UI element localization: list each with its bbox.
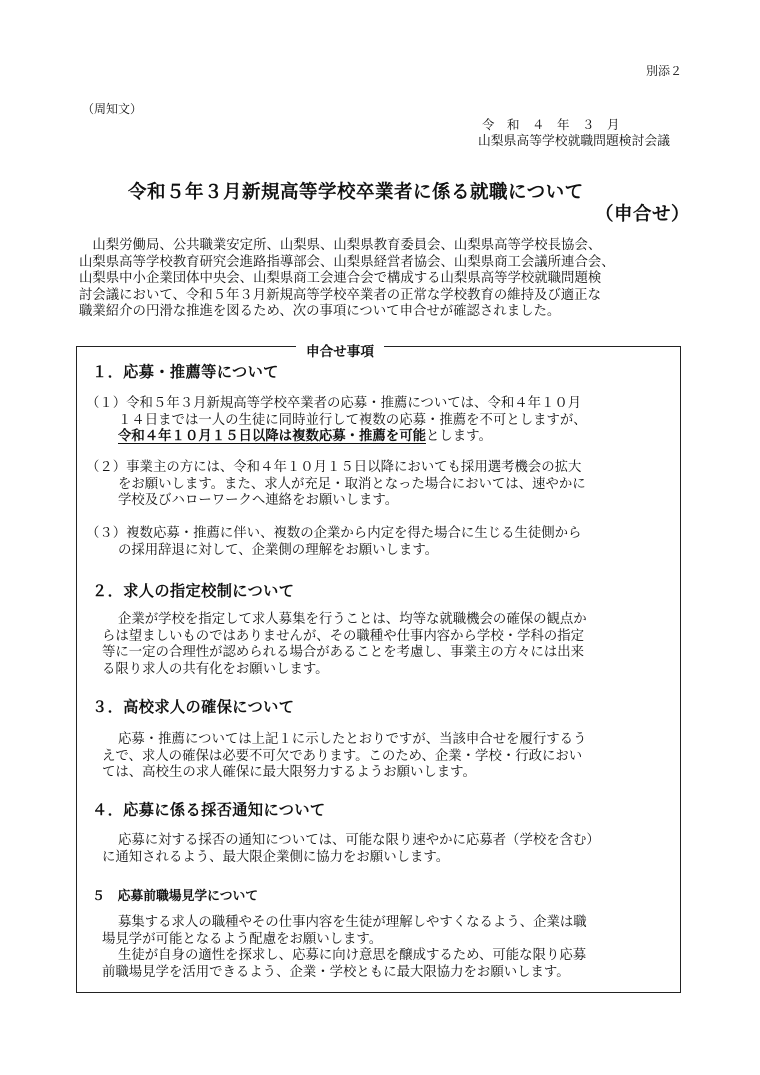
body-line: らは望ましいものではありませんが、その職種や仕事内容から学校・学科の指定 bbox=[102, 628, 585, 644]
body-line: 等に一定の合理性が認められる場合があることを考慮し、事業主の方々には出来 bbox=[102, 645, 585, 660]
item-line: （１）令和５年３月新規高等学校卒業者の応募・推薦については、令和４年１０月 bbox=[86, 396, 582, 411]
item-line bbox=[86, 429, 587, 446]
intro-line: 山梨労働局、公共職業安定所、山梨県、山梨県教育委員会、山梨県高等学校長協会、 bbox=[79, 238, 602, 253]
section-5-body bbox=[86, 915, 587, 981]
intro-line: 職業紹介の円滑な推進を図るため、次の事項について申合せが確認されました。 bbox=[79, 304, 561, 319]
item-line: の採用辞退に対して、企業側の理解をお願いします。 bbox=[118, 542, 439, 558]
section-3-body bbox=[86, 732, 586, 782]
item-line: （２）事業主の方には、令和４年１０月１５日以降においても採用選考機会の拡大 bbox=[86, 460, 582, 475]
section-1-item-3 bbox=[86, 526, 581, 559]
intro-line: 山梨県高等学校教育研究会進路指導部会、山梨県経営者協会、山梨県商工会議所連合会、 bbox=[79, 254, 615, 270]
body-line: る限り求人の共有化をお願いします。 bbox=[102, 661, 329, 677]
attachment-label: 別添２ bbox=[646, 64, 683, 78]
section-3-heading: ３．高校求人の確保について bbox=[92, 698, 295, 716]
item-line: （３）複数応募・推薦に伴い、複数の企業から内定を得た場合に生じる生徒側から bbox=[86, 526, 582, 541]
section-5-heading: ５ 応募前職場見学について bbox=[92, 889, 259, 904]
item-line-tail: とします。 bbox=[425, 429, 492, 444]
document-subtitle: （申合せ） bbox=[595, 204, 691, 225]
intro-paragraph bbox=[79, 238, 615, 321]
body-line: 生徒が自身の適性を探求し、応募に向け意思を醸成するため、可能な限り応募 bbox=[118, 948, 587, 963]
body-line: ては、高校生の求人確保に最大限努力するようお願いします。 bbox=[102, 765, 476, 780]
section-2-body bbox=[86, 612, 587, 678]
body-line: に通知されるよう、最大限企業側に協力をお願いします。 bbox=[102, 849, 450, 865]
body-line: 応募・推薦については上記１に示したとおりですが、当該申合せを履行するう bbox=[118, 732, 587, 747]
body-line: 場見学が可能となるよう配慮をお願いします。 bbox=[102, 931, 383, 947]
item-line: 学校及びハローワークへ連絡をお願いします。 bbox=[118, 493, 399, 508]
body-line: 前職場見学を活用できるよう、企業・学校ともに最大限協力をお願いします。 bbox=[102, 964, 570, 980]
section-1-heading: １．応募・推薦等について bbox=[92, 363, 279, 381]
section-1-item-2 bbox=[86, 460, 586, 510]
agreement-box-title: 申合せ事項 bbox=[296, 340, 384, 360]
body-line: 企業が学校を指定して求人募集を行うことは、均等な就職機会の確保の観点か bbox=[118, 612, 587, 627]
issue-date: 令 和 ４ 年 ３ 月 bbox=[482, 117, 620, 132]
item-line: をお願いします。また、求人が充足・取消となった場合においては、速やかに bbox=[118, 476, 586, 492]
body-line: 応募に対する採否の通知については、可能な限り速やかに応募者（学校を含む） bbox=[118, 833, 600, 848]
intro-line: 山梨県中小企業団体中央会、山梨県商工会連合会で構成する山梨県高等学校就職問題検 bbox=[79, 271, 602, 286]
section-4-body bbox=[86, 833, 600, 866]
section-4-heading: ４．応募に係る採否通知について bbox=[92, 801, 326, 819]
item-line: １４日までは一人の生徒に同時並行して複数の応募・推薦を不可としますが、 bbox=[118, 412, 587, 428]
body-line: えで、求人の確保は必要不可欠であります。このため、企業・学校・行政におい bbox=[102, 748, 583, 764]
section-2-heading: ２．求人の指定校制について bbox=[92, 582, 295, 600]
section-1-item-1 bbox=[86, 396, 587, 446]
document-title: 令和５年３月新規高等学校卒業者に係る就職について bbox=[128, 182, 584, 203]
intro-line: 討会議において、令和５年３月新規高等学校卒業者の正常な学校教育の維持及び適正な bbox=[79, 287, 601, 303]
notice-type: （周知文） bbox=[82, 102, 143, 116]
issuer: 山梨県高等学校就職問題検討会議 bbox=[478, 134, 670, 149]
highlighted-rule: 令和４年１０月１５日以降は複数応募・推薦を可能 bbox=[118, 429, 426, 444]
body-line: 募集する求人の職種やその仕事内容を生徒が理解しやすくなるよう、企業は職 bbox=[118, 915, 587, 930]
